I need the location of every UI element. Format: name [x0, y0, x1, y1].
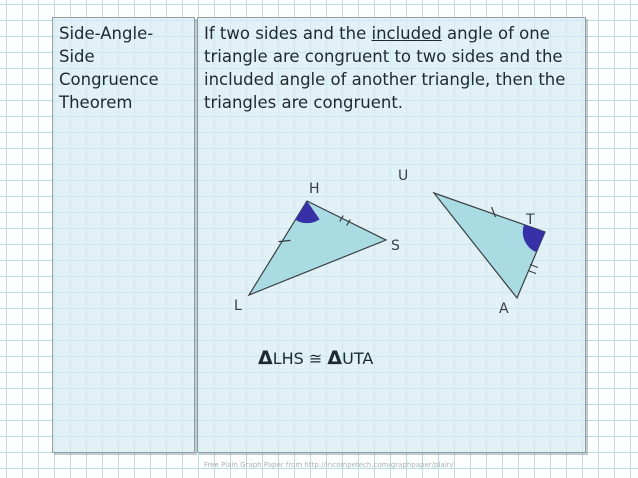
- vertex-label-h: H: [309, 181, 320, 197]
- included-keyword: included: [371, 24, 442, 43]
- vertex-label-l: L: [234, 298, 242, 314]
- theorem-title-line: Theorem: [59, 93, 133, 112]
- vertex-label-t: T: [526, 212, 535, 228]
- triangle-name-uta: UTA: [342, 349, 374, 368]
- congruent-symbol: ≅: [308, 349, 323, 368]
- triangle-symbol: Δ: [327, 347, 343, 369]
- triangle-lhs: [249, 201, 386, 295]
- vertex-label-u: U: [398, 168, 409, 184]
- theorem-title-line: Side: [59, 47, 95, 66]
- theorem-line: triangles are congruent.: [204, 93, 404, 112]
- vertex-label-s: S: [391, 238, 400, 254]
- theorem-line: included angle of another triangle, then the: [204, 70, 566, 89]
- vertex-label-a: A: [499, 301, 509, 317]
- theorem-title-line: Side-Angle-: [59, 24, 154, 43]
- triangle-name-lhs: LHS: [272, 349, 304, 368]
- theorem-text-segment: If two sides and the: [204, 24, 372, 43]
- triangle-symbol: Δ: [258, 347, 273, 369]
- congruence-statement: [258, 347, 373, 369]
- theorem-title-line: Congruence: [59, 70, 159, 89]
- tick-mark-ta: [528, 271, 536, 274]
- theorem-line: triangle are congruent to two sides and the: [204, 47, 563, 66]
- graph-paper-credit: Free Plain Graph Paper from http://incompetech.com/graphpaper/plain/: [204, 461, 454, 469]
- theorem-text-segment: angle of one: [441, 24, 550, 43]
